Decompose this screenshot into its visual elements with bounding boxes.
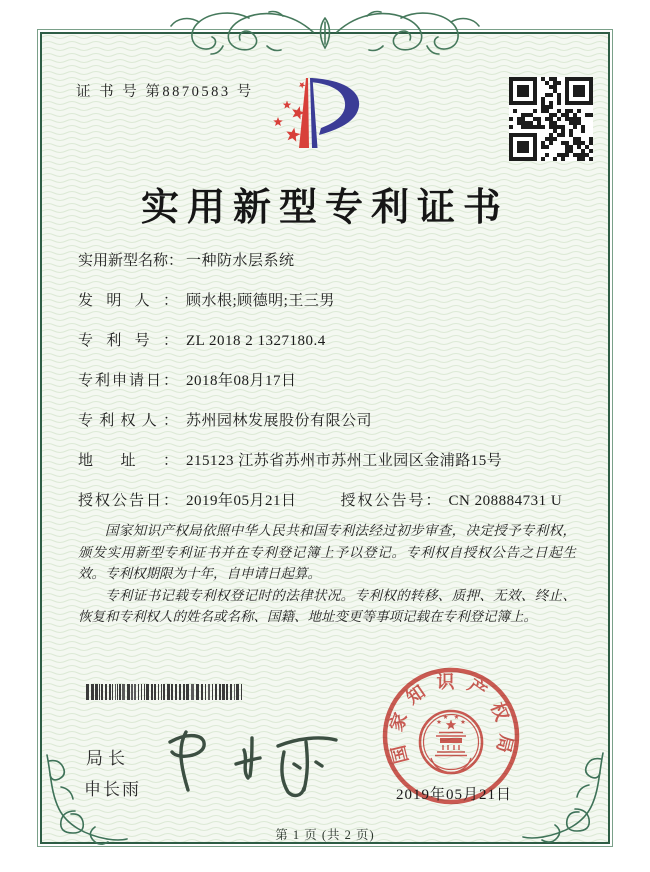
legal-text (78, 520, 576, 628)
officer-name: 申长雨 (84, 780, 141, 799)
field-value: 一种防水层系统 (186, 253, 295, 269)
certificate-number: 证 书 号 第8870583 号 (76, 84, 254, 100)
field-row-invention-name (78, 250, 578, 290)
barcode-graphic (85, 683, 247, 701)
seal-date: 2019年05月21日 (396, 787, 513, 803)
field-label: 授权公告号： (340, 493, 441, 509)
qr-code (509, 77, 593, 161)
field-value: 2019年05月21日 (186, 493, 297, 509)
field-label: 专利申请日： (78, 373, 178, 389)
certificate-fields (78, 250, 578, 530)
field-value: 顾水根;顾德明;王三男 (186, 293, 335, 309)
legal-paragraph: 专利证书记载专利权登记时的法律状况。专利权的转移、质押、无效、终止、恢复和专利权人的姓名或名称、国籍、地址变更等事项记载在专利登记簿上。 (78, 587, 576, 624)
page-number: 第 1 页 (共 2 页) (275, 828, 375, 842)
field-value: ZL 2018 2 1327180.4 (186, 333, 326, 349)
field-label: 实用新型名称： (78, 253, 184, 269)
certificate-title: 实用新型专利证书 (140, 187, 509, 229)
director-signature-graphic (148, 712, 358, 804)
field-label: 专利权人： (78, 413, 178, 429)
officer-title: 局长 (86, 749, 130, 768)
field-value: 2018年08月17日 (186, 373, 297, 389)
field-label: 地址： (78, 453, 178, 469)
field-row-address (78, 450, 578, 490)
cnipa-patent-logo-icon (253, 66, 411, 172)
legal-paragraph: 国家知识产权局依照中华人民共和国专利法经过初步审查，决定授予专利权，颁发实用新型专利证书并在专利登记簿上予以登记。专利权自授权公告之日起生效。专利权期限为十年，自申请日起算。 (78, 523, 576, 581)
field-row-patent-number (78, 330, 578, 370)
field-label: 发明人： (78, 293, 178, 309)
field-row-patentee (78, 410, 578, 450)
national-emblem-icon (420, 711, 482, 773)
field-value: 苏州园林发展股份有限公司 (186, 413, 373, 429)
field-row-filing-date (78, 370, 578, 410)
field-value: 215123 江苏省苏州市苏州工业园区金浦路15号 (186, 453, 503, 469)
field-label: 授权公告日： (78, 493, 178, 509)
field-row-inventors (78, 290, 578, 330)
field-label: 专利号： (78, 333, 178, 349)
seal-text: 国家知识产权局 (385, 671, 517, 766)
field-value: CN 208884731 U (448, 493, 563, 509)
